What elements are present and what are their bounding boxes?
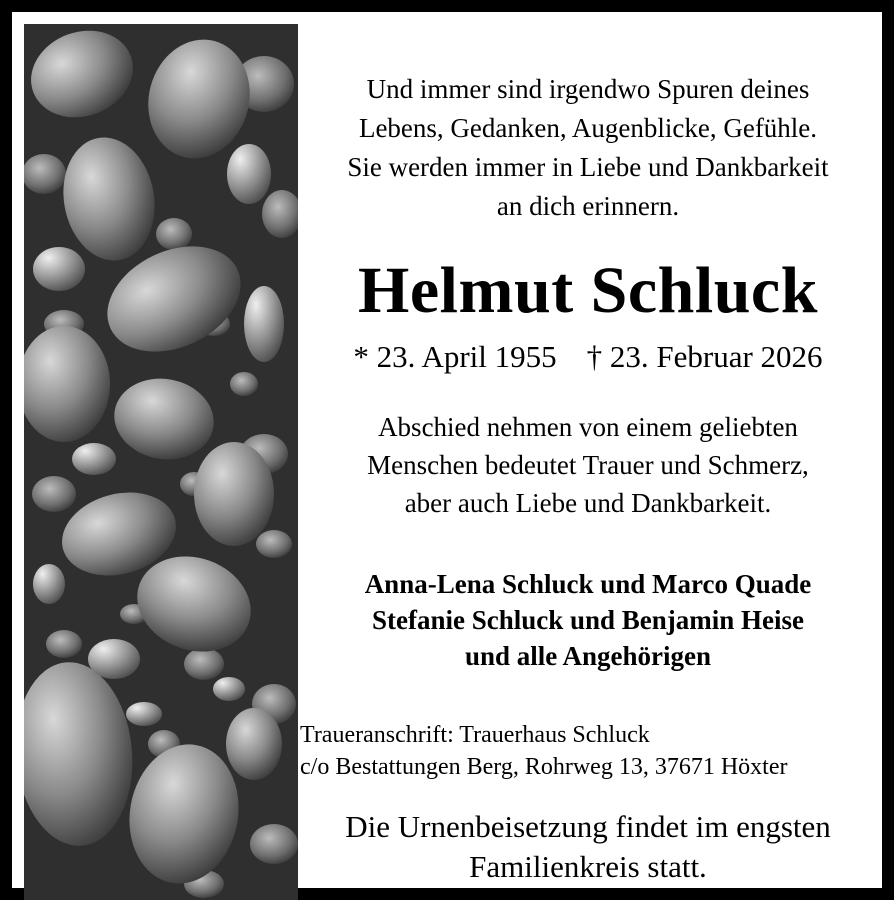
- poem-line: Und immer sind irgendwo Spuren deines: [366, 74, 810, 104]
- notice-line: Familienkreis statt.: [469, 849, 707, 884]
- poem-line: Sie werden immer in Liebe und Dankbarkeit: [347, 152, 829, 182]
- death-date: † 23. Februar 2026: [586, 339, 823, 374]
- life-dates: [298, 337, 878, 377]
- mourners-list: [298, 566, 878, 674]
- mourning-address: [300, 719, 890, 783]
- obituary-text: [298, 24, 894, 900]
- mourner-line: Anna-Lena Schluck und Marco Quade: [364, 569, 812, 599]
- burial-notice: [298, 807, 878, 887]
- farewell-line: aber auch Liebe und Dankbarkeit.: [404, 488, 772, 518]
- birth-date: * 23. April 1955: [353, 339, 557, 374]
- river-stones-photo: [24, 24, 298, 900]
- mourner-line: Stefanie Schluck und Benjamin Heise: [371, 605, 805, 635]
- farewell-line: Menschen bedeutet Trauer und Schmerz,: [367, 450, 809, 480]
- memorial-poem: [298, 70, 878, 226]
- poem-line: an dich erinnern.: [496, 191, 680, 221]
- address-line: c/o Bestattungen Berg, Rohrweg 13, 37671 Höxter: [300, 754, 788, 780]
- mourner-line: und alle Angehörigen: [464, 641, 712, 671]
- farewell-line: Abschied nehmen von einem geliebten: [378, 412, 798, 442]
- notice-line: Die Urnenbeisetzung findet im engsten: [345, 809, 831, 844]
- poem-line: Lebens, Gedanken, Augenblicke, Gefühle.: [358, 113, 818, 143]
- deceased-name: Helmut Schluck: [358, 254, 818, 327]
- farewell-text: [298, 408, 878, 522]
- address-line: Traueranschrift: Trauerhaus Schluck: [300, 722, 650, 748]
